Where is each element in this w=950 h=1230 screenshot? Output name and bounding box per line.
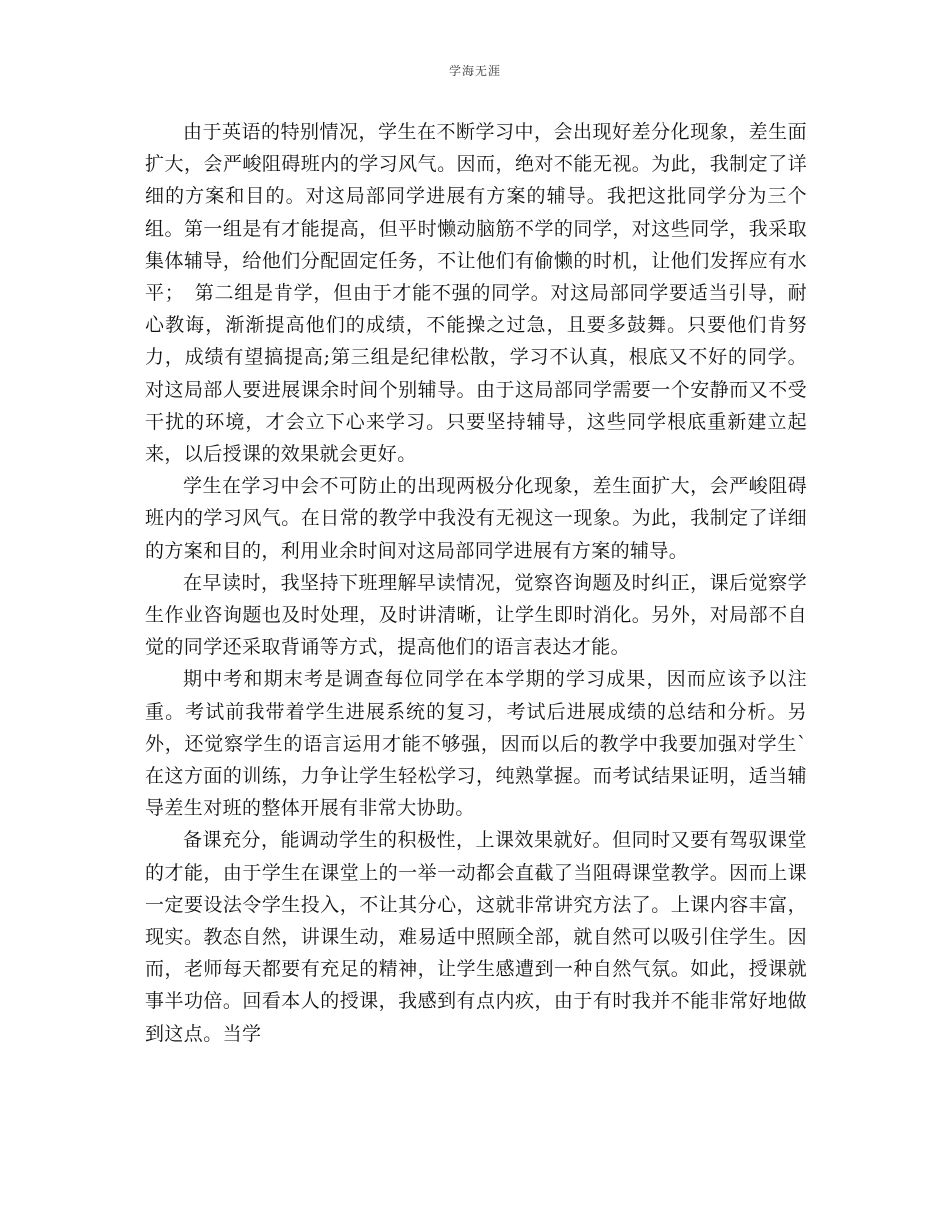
- paragraph-1: 由于英语的特别情况，学生在不断学习中，会出现好差分化现象，差生面扩大，会严峻阻碍班内的学习风气。因而，绝对不能无视。为此，我制定了详细的方案和目的。对这局部同学进展有方案的辅导。我把这批同学分为三个组。第一组是有才能提高，但平时懒动脑筋不学的同学，对这些同学，我采取集体辅导，给他们分配固定任务，不让他们有偷懒的时机，让他们发挥应有水平； 第二组是肯学，但由于才能不强的同学。对这局部同学要适当引导，耐心教诲，渐渐提高他们的成绩，不能操之过急，且要多鼓舞。只要他们肯努力，成绩有望搞提高;第三组是纪律松散，学习不认真，根底又不好的同学。对这局部人要进展课余时间个别辅导。由于这局部同学需要一个安静而又不受干扰的环境，才会立下心来学习。只要坚持辅导，这些同学根底重新建立起来，以后授课的效果就会更好。: [145, 121, 807, 466]
- paragraph-2: 学生在学习中会不可防止的出现两极分化现象，差生面扩大，会严峻阻碍班内的学习风气。在日常的教学中我没有无视这一现象。为此，我制定了详细的方案和目的，利用业余时间对这局部同学进展有方案的辅导。: [145, 475, 807, 562]
- page-header: 学海无涯: [448, 64, 501, 78]
- paragraph-4: 期中考和期末考是调查每位同学在本学期的学习成果，因而应该予以注重。考试前我带着学生进展系统的复习，考试后进展成绩的总结和分析。另外，还觉察学生的语言运用才能不够强，因而以后的教学中我要加强对学生`在这方面的训练，力争让学生轻松学习，纯熟掌握。而考试结果证明，适当辅导差生对班的整体开展有非常大协助。: [145, 668, 807, 820]
- paragraph-3: 在早读时，我坚持下班理解早读情况，觉察咨询题及时纠正，课后觉察学生作业咨询题也及时处理，及时讲清晰，让学生即时消化。另外，对局部不自觉的同学还采取背诵等方式，提高他们的语言表达才能。: [145, 571, 807, 659]
- paragraph-5: 备课充分，能调动学生的积极性，上课效果就好。但同时又要有驾驭课堂的才能，由于学生在课堂上的一举一动都会直截了当阻碍课堂教学。因而上课一定要设法令学生投入，不让其分心，这就非常讲究方法了。上课内容丰富，现实。教态自然，讲课生动，难易适中照顾全部，就自然可以吸引住学生。因而，老师每天都要有充足的精神，让学生感遭到一种自然气氛。如此，授课就事半功倍。回看本人的授课，我感到有点内疚，由于有时我并不能非常好地做到这点。当学: [145, 829, 807, 1045]
- document-body: [145, 116, 807, 1050]
